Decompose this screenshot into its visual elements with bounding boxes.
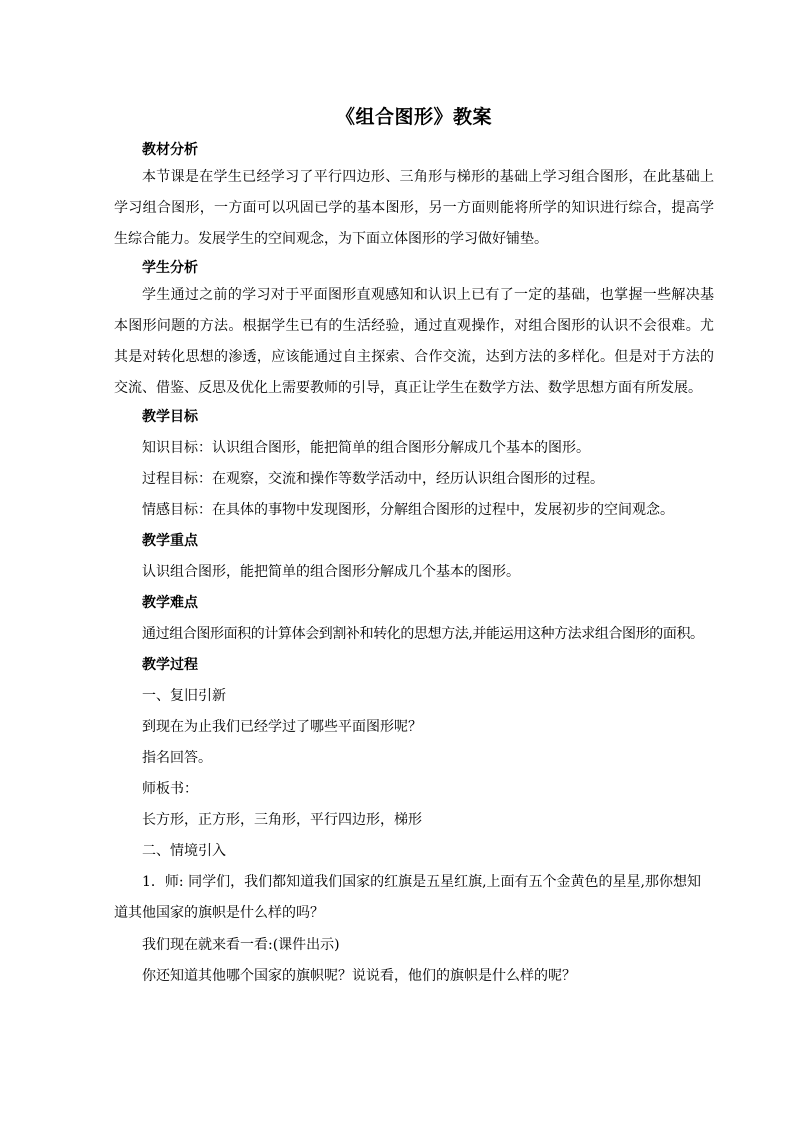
page-title: 《组合图形》教案	[335, 106, 492, 128]
process-part1-answer: 指名回答。	[142, 750, 212, 766]
process-part1-shapes: 长方形，正方形，三角形，平行四边形，梯形	[142, 812, 422, 828]
process-part2-look: 我们现在就来看一看:(课件出示)	[142, 937, 340, 953]
document-body	[114, 104, 714, 997]
key-points-text: 认识组合图形，能把简单的组合图形分解成几个基本的图形。	[142, 564, 520, 580]
process-part2-item1: 1．师: 同学们，我们都知道我们国家的红旗是五星红旗,上面有五个金黄色的星星,那你想知道其他国家的旗帜是什么样的吗？	[114, 874, 701, 921]
difficulties-text: 通过组合图形面积的计算体会到割补和转化的思想方法,并能运用这种方法求组合图形的面积。	[142, 626, 704, 642]
heading-teaching-goals: 教学目标	[142, 409, 198, 425]
process-part2-question: 你还知道其他哪个国家的旗帜呢？说说看，他们的旗帜是什么样的呢？	[142, 968, 576, 984]
process-part1-board: 师板书：	[142, 781, 198, 797]
process-part1-question: 到现在为止我们已经学过了哪些平面图形呢？	[142, 719, 422, 735]
goal-emotion: 情感目标：在具体的事物中发现图形，分解组合图形的过程中，发展初步的空间观念。	[142, 502, 674, 518]
process-part1-title: 一、复旧引新	[142, 688, 226, 704]
goal-knowledge: 知识目标：认识组合图形，能把简单的组合图形分解成几个基本的图形。	[142, 440, 590, 456]
paragraph-student-analysis: 学生通过之前的学习对于平面图形直观感知和认识上已有了一定的基础，也掌握一些解决基本图形问题的方法。根据学生已有的生活经验，通过直观操作，对组合图形的认识不会很难。尤其是对转化思想的渗透，应该能通过自主探索、合作交流，达到方法的多样化。但是对于方法的交流、借鉴、反思及优化上需要教师的引导，真正让学生在数学方法、数学思想方面有所发展。	[114, 287, 714, 396]
heading-difficulties: 教学难点	[142, 595, 198, 611]
heading-student-analysis: 学生分析	[142, 260, 198, 276]
goal-process: 过程目标：在观察，交流和操作等数学活动中，经历认识组合图形的过程。	[142, 471, 604, 487]
heading-teaching-process: 教学过程	[142, 657, 198, 673]
heading-key-points: 教学重点	[142, 533, 198, 549]
heading-material-analysis: 教材分析	[142, 142, 198, 158]
process-part2-title: 二、情境引入	[142, 843, 226, 859]
paragraph-material-analysis: 本节课是在学生已经学习了平行四边形、三角形与梯形的基础上学习组合图形，在此基础上学习组合图形，一方面可以巩固已学的基本图形，另一方面则能将所学的知识进行综合，提高学生综合能力。发展学生的空间观念，为下面立体图形的学习做好铺垫。	[114, 169, 714, 247]
